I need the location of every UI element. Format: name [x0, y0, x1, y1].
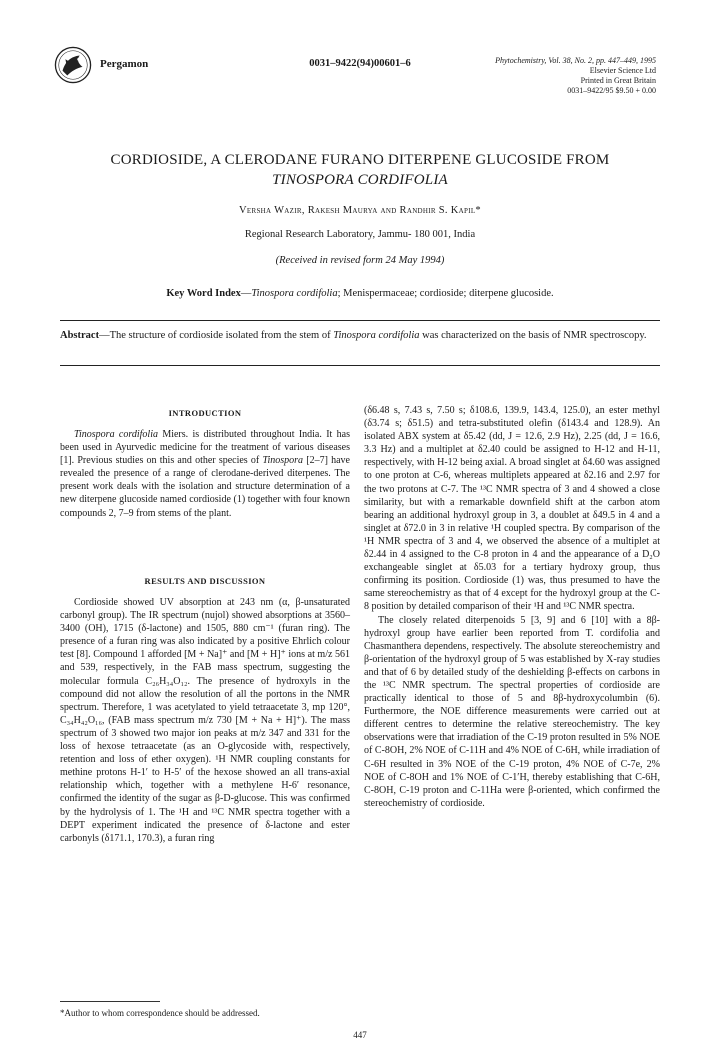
publisher-name: Pergamon: [100, 58, 149, 70]
right-column-text: [364, 404, 660, 810]
keyword-rest: ; Menispermaceae; cordioside; diterpene glucoside.: [337, 288, 554, 299]
abstract-top-rule: [60, 320, 660, 321]
keyword-index: [0, 288, 720, 299]
footnote-rule: [60, 1001, 160, 1002]
keyword-dash: —: [240, 288, 252, 299]
results-p1: Cordioside showed UV absorption at 243 nm (α, β-unsaturated carbonyl group). The IR spectrum (nujol) showed absorptions at 3560–3400 (OH), 1715 (δ-lactone) and 1505, 880 cm⁻¹ (furan ring). The presence of a furan ring was also indicated by a positive Ehrlich colour test [8]. Compound 1 afforded [M + Na]⁺ and [M + H]⁺ ions at m/z 561 and 539, respectively, in the FAB mass spectrum, suggesting the molecular formula C₂₆H₃₄O₁₂. The presence of hydroxyls in the compound did not allow the resolution of all the portons in the NMR spectrum. Therefore, 1 was acetylated to yield tetraacetate 3, mp 120°, C₃₄H₄₂O₁₆, (FAB mass spectrum m/z 730 [M + Na + H]⁺). The mass spectrum of 3 showed two major ion peaks at m/z 347 and 331 for the loss of hexose tetraacetate (as an O-glycoside with, respectively, retention and loss of ether oxygen). ¹H NMR coupling constants for methine protons H-1′ to H-5′ of the hexose showed an all trans-axial relationship which, together with a methylene H-6′ resonance, confirmed the identity of the sugar as β-D-glucose. This was confirmed by the hydrolysis of 1. The ¹H and ¹³C NMR spectra together with a DEPT experiment indicated the presence of δ-lactone and ester carbonyls (δ171.1, 170.3), a furan ring: [60, 597, 350, 844]
journal-publisher: Elsevier Science Ltd: [589, 66, 656, 75]
abstract-species: Tinospora cordifolia: [333, 330, 420, 341]
keyword-label: Key Word Index: [166, 288, 241, 299]
abstract-text-b: was characterized on the basis of NMR spectroscopy.: [419, 330, 647, 341]
article-code: 0031–9422(94)00601–6: [309, 58, 411, 69]
journal-info: [436, 56, 656, 96]
introduction-paragraph: [60, 428, 350, 520]
abstract-text-a: —The structure of cordioside isolated from the stem of: [99, 330, 334, 341]
author-list: Versha Wazir, Rakesh Maurya and Randhir S. Kapil*: [239, 205, 481, 216]
intro-text-a: Miers. is distributed throughout India. It has been used in Ayurvedic medicine for the treatment of various diseases [1]. Previous studies on this and other species of: [60, 429, 350, 467]
intro-text-b: [2–7] have revealed the presence of a range of clerodane-derived diterpenes. The present work deals with the isolation and structure determination of a new diterpene glucoside named cordioside (1) together with four known compounds 2, 7–9 from stems of the plant.: [60, 455, 350, 519]
right-p2: The closely related diterpenoids 5 [3, 9] and 6 [10] with a 8β-hydroxyl group have earlier been reported from T. cordifolia and Chasmanthera dependens, respectively. The absolute stereochemistry and β-orientation of the hydroxyl group of 5 was established by X-ray studies and that of 6 by detailed study of the deshielding β-effects on carbons in the ¹³C NMR spectrum. The spectral properties of cordioside are practically identical to those of 5 and 8β-hydroxycolumbin (6). Furthermore, the NOE difference measurements were carried out at different centres to determine the relative stereochemistry. The key observations were that irradiation of the C-19 proton resulted in 5% NOE of C-8OH, 2% NOE of C-11H and 4% NOE of C-6H, while irradiation of C-6H resulted in 3% NOE of the C-19 proton, 4% NOE of C-7e, 2% NOE of C-8OH and 1% NOE of C-1′H, thereby establishing that C-6H, C-8OH, C-19 proton and C-11Ha were β-oriented, which confirmed the stereochemistry of cordioside.: [364, 614, 660, 809]
journal-price: 0031–9422/95 $9.50 + 0.00: [567, 86, 656, 95]
abstract-label: Abstract: [60, 330, 100, 341]
results-paragraph: [60, 596, 350, 845]
abstract: [60, 329, 658, 343]
intro-genus: Tinospora: [262, 455, 304, 467]
affiliation: Regional Research Laboratory, Jammu- 180 001, India: [244, 229, 476, 240]
title-line-2: TINOSPORA CORDIFOLIA: [272, 172, 448, 188]
intro-species: Tinospora cordifolia: [74, 429, 158, 440]
right-p1: (δ6.48 s, 7.43 s, 7.50 s; δ108.6, 139.9, 143.4, 125.0), an ester methyl (δ3.74 s; δ51.5) and tetra-substituted olefin (δ143.4 and 128.9). An isolated ABX system at δ5.42 (dd, J = 12.6, 2.9 Hz), 2.25 (dd, J = 16.6, 3.3 Hz) and a multiplet at δ2.40 could be assigned to H-12 and H-11, respectively, with H-12 being axial. A broad singlet at δ4.60 was assigned to one proton at C-6, whereas multiplets appeared at δ2.16 and 2.97 for the two protons at C-7. The ¹³C NMR spectra of 3 and 4 showed a close similarity, but with a remarkable downfield shift at the carbon atom bearing an additional hydroxyl group in 3, a doublet at δ49.5 in 4 and a singlet at δ72.0 in 3 in relative ¹H coupled spectra. By comparison of the ¹H NMR spectra of 3 and 4, we observed the absence of a multiplet at δ2.44 in 4 assigned to the C-8 proton in 4 and the appearance of a D₂O exchangeable singlet at δ5.03 for a tertiary hydroxy group, thus confirming its position. Cordioside (1) was, thus presumed to have the same stereochemistry as that of 4 except for the hydroxyl group at the C-8 position by detailed comparison of their ¹H and ¹³C NMR spectra.: [364, 405, 660, 613]
introduction-heading: INTRODUCTION: [168, 408, 242, 418]
results-heading: RESULTS AND DISCUSSION: [144, 576, 266, 586]
received-date: (Received in revised form 24 May 1994): [275, 255, 445, 266]
article-title: [60, 150, 660, 190]
journal-citation: Phytochemistry, Vol. 38, No. 2, pp. 447–449, 1995: [495, 56, 656, 65]
footnote: *Author to whom correspondence should be addressed.: [60, 1008, 260, 1018]
keyword-species: Tinospora cordifolia: [251, 288, 338, 299]
journal-printed: Printed in Great Britain: [580, 76, 656, 85]
page-number: 447: [353, 1030, 367, 1040]
abstract-bottom-rule: [60, 365, 660, 366]
title-line-1: CORDIOSIDE, A CLERODANE FURANO DITERPENE GLUCOSIDE FROM: [110, 152, 610, 168]
